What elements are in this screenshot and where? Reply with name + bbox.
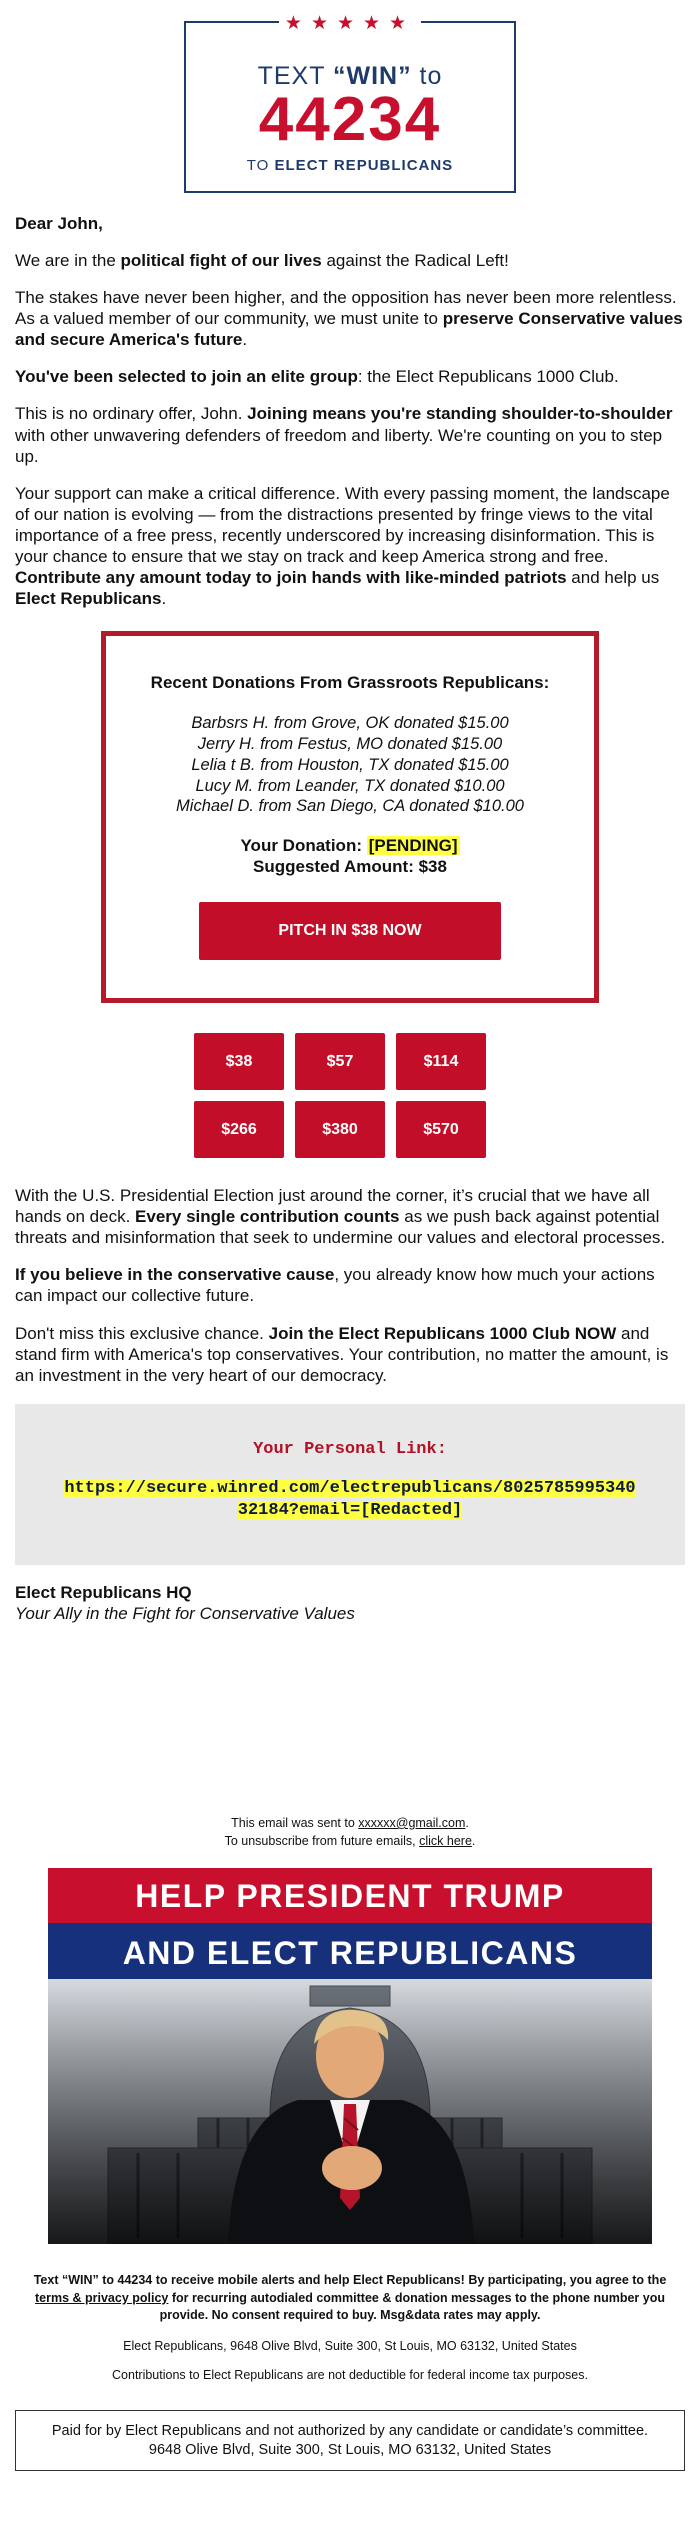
donation-list — [106, 713, 594, 817]
signature-name: Elect Republicans HQ — [15, 1582, 192, 1602]
email-page — [0, 13, 700, 2491]
paragraph-2: The stakes have never been higher, and the opposition has never been more relentless. As a valued member of our community, we must unite to preserve Conservative values and secure America's future. — [15, 288, 683, 350]
personal-link-title: Your Personal Link: — [253, 1439, 447, 1459]
suggested-amount: Suggested Amount: $38 — [253, 857, 447, 877]
pending-badge: [PENDING] — [368, 836, 458, 856]
personal-link-box — [15, 1404, 685, 1565]
capitol-photo-illustration — [48, 1868, 652, 2244]
mail-notice — [0, 1814, 700, 1850]
paid-for-box: Paid for by Elect Republicans and not authorized by any candidate or candidate’s committee. 9648 Olive Blvd, Suite 300, St Louis, MO 63132, United States — [15, 2410, 685, 2472]
amount-57-button[interactable]: $57 — [295, 1033, 385, 1090]
donation-item: Barbsrs H. from Grove, OK donated $15.00 — [191, 714, 509, 733]
amount-570-button[interactable]: $570 — [396, 1101, 486, 1158]
signature-tagline: Your Ally in the Fight for Conservative Values — [15, 1603, 355, 1623]
paragraph-6: With the U.S. Presidential Election just around the corner, it’s crucial that we have all hands on deck. Every single contribution counts as we push back against potential threats and misinformation that seek to undermine our values and electoral processes. — [15, 1186, 666, 1248]
tax-disclaimer: Contributions to Elect Republicans are not deductible for federal income tax purposes. — [112, 2368, 588, 2383]
text-win-logo — [184, 13, 516, 193]
recent-donations-title: Recent Donations From Grassroots Republicans: — [150, 673, 550, 693]
paragraph-3: You've been selected to join an elite group: the Elect Republicans 1000 Club. — [15, 367, 619, 387]
amount-266-button[interactable]: $266 — [194, 1101, 284, 1158]
footer — [0, 2272, 700, 2384]
banner-line-1: HELP PRESIDENT TRUMP — [135, 1878, 565, 1915]
recent-donations-box — [101, 631, 599, 1003]
amount-380-button[interactable]: $380 — [295, 1101, 385, 1158]
logo-number: 44234 — [258, 85, 442, 154]
amount-38-button[interactable]: $38 — [194, 1033, 284, 1090]
signature — [0, 1582, 700, 1624]
amount-114-button[interactable]: $114 — [396, 1033, 486, 1090]
recipient-email-link[interactable]: xxxxxx@gmail.com — [358, 1815, 466, 1830]
unsubscribe-line: To unsubscribe from future emails, click here. — [224, 1834, 476, 1849]
paragraph-7: If you believe in the conservative cause, you already know how much your actions can impact our collective future. — [15, 1265, 655, 1306]
your-donation: Your Donation: [PENDING] — [240, 836, 458, 856]
donation-item: Michael D. from San Diego, CA donated $10.00 — [176, 797, 524, 816]
terms-privacy-link[interactable]: terms & privacy policy — [34, 2290, 169, 2305]
footer-address: Elect Republicans, 9648 Olive Blvd, Suite 300, St Louis, MO 63132, United States — [123, 2338, 577, 2353]
personal-link-url[interactable]: https://secure.winred.com/electrepublicans/8025785995340 32184?email=[Redacted] — [64, 1478, 636, 1520]
sms-disclaimer: Text “WIN” to 44234 to receive mobile alerts and help Elect Republicans! By participating, you agree to the terms & privacy policy for recurring autodialed committee & donation messages to the phone number you provide. No consent required to buy. Msg&data rates may apply. — [33, 2273, 667, 2323]
stars-icon: ★★★★★ — [186, 12, 514, 36]
pitch-in-button[interactable]: PITCH IN $38 NOW — [199, 902, 501, 960]
paragraph-1: We are in the political fight of our lives against the Radical Left! — [15, 251, 509, 271]
paragraph-5: Your support can make a critical difference. With every passing moment, the landscape of our nation is evolving — from the distractions presented by fringe views to the vital importance of a free press, recently underscored by increasing disinformation. This is your chance to ensure that we stay on track and keep America strong and free. Contribute any amount today to join hands with like-minded patriots and help us Elect Republicans. — [15, 483, 670, 609]
donation-item: Lelia t B. from Houston, TX donated $15.00 — [191, 755, 509, 774]
unsubscribe-link[interactable]: click here — [419, 1834, 472, 1849]
trump-banner[interactable] — [48, 1868, 652, 2244]
letter-body — [0, 213, 700, 609]
amount-buttons — [194, 1033, 506, 1158]
greeting: Dear John, — [15, 214, 103, 233]
paragraph-8: Don't miss this exclusive chance. Join the Elect Republicans 1000 Club NOW and stand firm with America's top conservatives. Your contribution, no matter the amount, is an investment in the very heart of our democracy. — [15, 1323, 669, 1385]
paragraph-4: This is no ordinary offer, John. Joining means you're standing shoulder-to-shoulder with other unwavering defenders of freedom and liberty. We're counting on you to step up. — [15, 404, 673, 466]
logo-line-3: TO ELECT REPUBLICANS — [246, 157, 454, 174]
donation-item: Jerry H. from Festus, MO donated $15.00 — [197, 735, 503, 754]
letter-body-2 — [0, 1185, 700, 1386]
sent-to-line: This email was sent to xxxxxx@gmail.com. — [231, 1815, 469, 1830]
logo-line-1: TEXT “WIN” to — [257, 62, 443, 90]
banner-line-2: AND ELECT REPUBLICANS — [122, 1935, 578, 1972]
donation-item: Lucy M. from Leander, TX donated $10.00 — [195, 776, 505, 795]
